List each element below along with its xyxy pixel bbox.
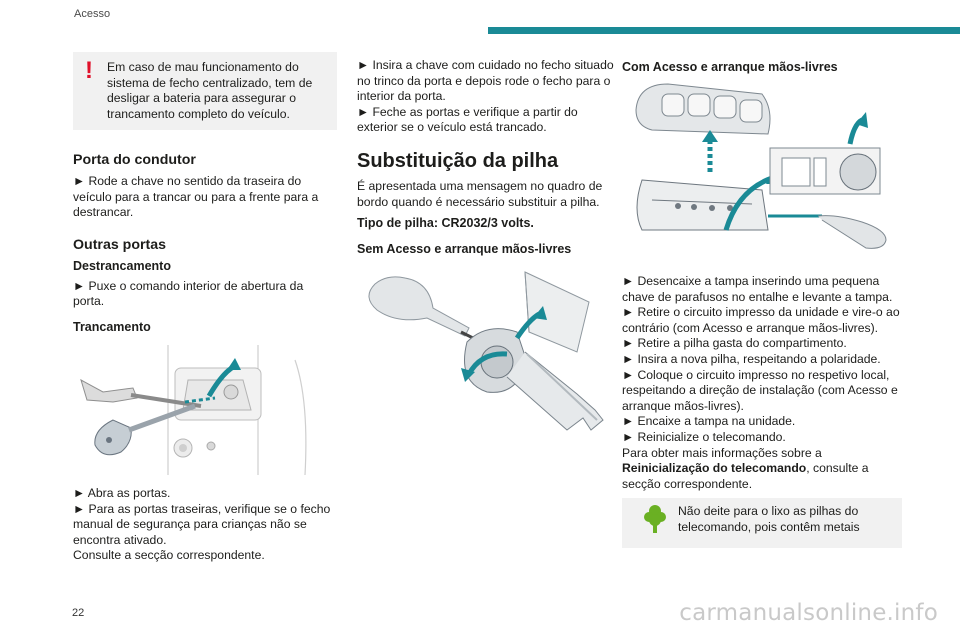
lock-heading: Trancamento xyxy=(73,319,151,334)
header-section-label: Acesso xyxy=(74,8,111,20)
column-3 xyxy=(622,52,902,548)
keyless-step-1: ► Desencaixe a tampa inserindo uma pequena chave de parafusos no entalhe e levante a tampa. xyxy=(622,274,893,304)
key-insert-step: ► Insira a chave com cuidado no fecho situado no trinco da porta e depois rode o fecho para o interior da porta. xyxy=(357,58,614,104)
key-battery-illustration-standard xyxy=(357,262,621,462)
warning-text: Em caso de mau funcionamento do sistema de fecho centralizado, tem de desligar a bateria para assegurar o trancamento completo do veículo. xyxy=(107,60,313,121)
driver-door-text: ► Rode a chave no sentido da traseira do veículo para a trancar ou para a frente para a destrancar. xyxy=(73,174,319,220)
reinit-link-text: Reinicialização do telecomando xyxy=(622,461,807,476)
lock-step-2: ► Para as portas traseiras, verifique se o fecho manual de segurança para crianças não se encontra ativado. xyxy=(73,501,331,547)
keyless-step-3: ► Retire a pilha gasta do compartimento. xyxy=(622,336,847,351)
lock-step-1: ► Abra as portas. xyxy=(73,485,171,500)
battery-type-text: Tipo de pilha: CR2032/3 volts. xyxy=(357,216,534,231)
keyless-step-7: ► Reinicialize o telecomando. xyxy=(622,429,786,444)
more-info-suffix: , consulte a secção correspondente. xyxy=(622,461,869,491)
tree-icon xyxy=(644,504,666,539)
header-accent-bar xyxy=(488,27,960,34)
more-info-prefix: Para obter mais informações sobre a xyxy=(622,445,822,460)
keyless-step-5: ► Coloque o circuito impresso no respetivo local, respeitando a direção de instalação (com Acesso e arranque mãos-livres). xyxy=(622,367,898,413)
door-lock-illustration xyxy=(73,340,337,480)
page-number: 22 xyxy=(72,607,85,619)
environment-note-box xyxy=(622,498,902,548)
keyless-step-6: ► Encaixe a tampa na unidade. xyxy=(622,414,796,429)
unlock-text: ► Puxe o comando interior de abertura da porta. xyxy=(73,278,304,309)
column-2 xyxy=(357,52,621,462)
column-1 xyxy=(73,52,337,564)
other-doors-heading: Outras portas xyxy=(73,236,167,253)
battery-intro-text: É apresentada uma mensagem no quadro de bordo quando é necessário substituir a pilha. xyxy=(357,178,603,209)
without-keyless-heading: Sem Acesso e arranque mãos-livres xyxy=(357,242,572,257)
environment-note-text: Não deite para o lixo as pilhas do telecomando, pois contêm metais xyxy=(678,504,860,534)
unlock-heading: Destrancamento xyxy=(73,258,171,273)
keyless-step-2: ► Retire o circuito impresso da unidade e vire-o ao contrário (com Acesso e arranque mãos-livres). xyxy=(622,305,900,335)
warning-icon: ! xyxy=(85,57,93,84)
watermark: carmanualsonline.info xyxy=(679,600,938,626)
close-doors-step: ► Feche as portas e verifique a partir do exterior se o veículo está trancado. xyxy=(357,104,578,135)
with-keyless-heading: Com Acesso e arranque mãos-livres xyxy=(622,60,838,74)
driver-door-heading: Porta do condutor xyxy=(73,152,196,168)
more-info-text xyxy=(622,446,902,493)
keyless-step-4: ► Insira a nova pilha, respeitando a polaridade. xyxy=(622,351,881,366)
warning-box xyxy=(73,52,337,130)
key-battery-illustration-keyless xyxy=(622,80,902,270)
battery-replacement-heading: Substituição da pilha xyxy=(357,149,559,172)
lock-step-3: Consulte a secção correspondente. xyxy=(73,548,265,563)
